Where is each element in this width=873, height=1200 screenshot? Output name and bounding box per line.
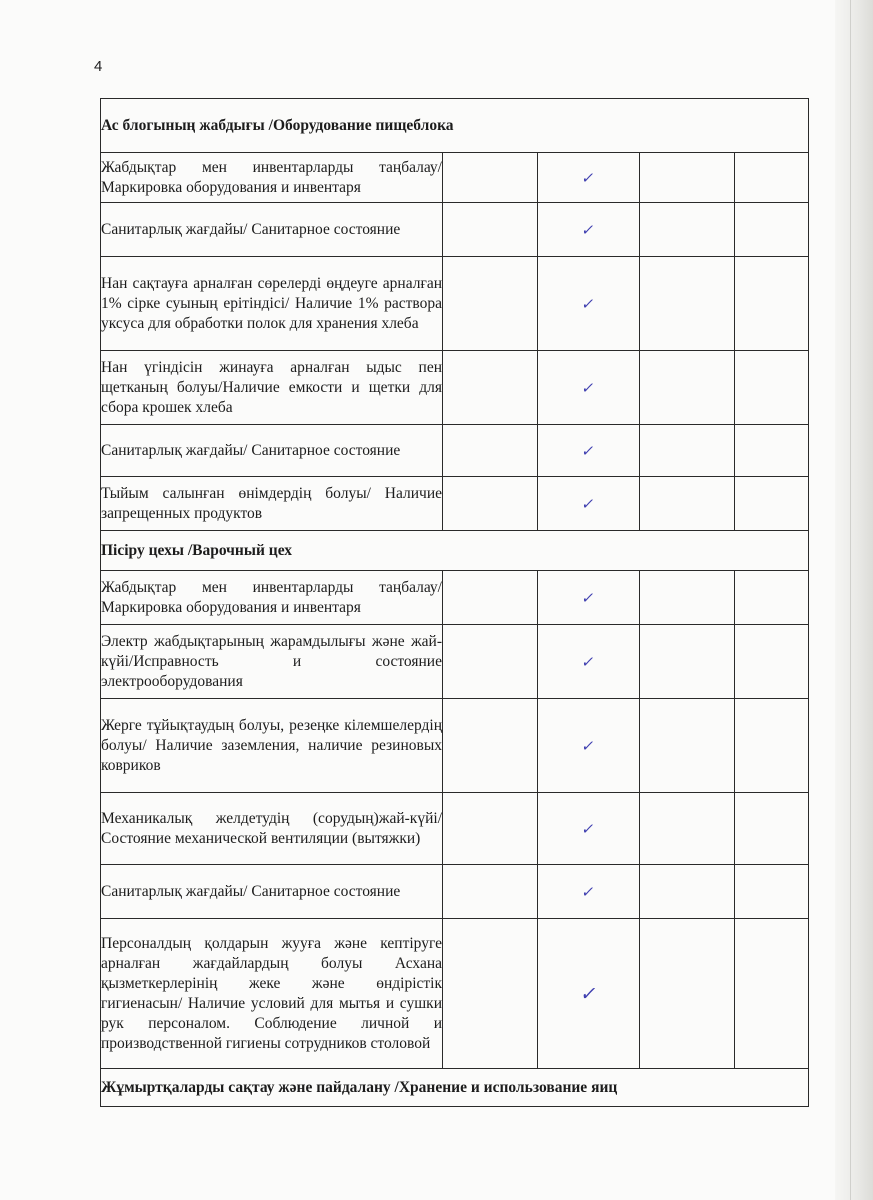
empty-cell	[640, 793, 735, 865]
check-mark: ✓	[538, 351, 640, 425]
table-row	[101, 793, 809, 865]
empty-cell	[443, 425, 538, 477]
empty-cell	[640, 477, 735, 531]
criterion-text: Тыйым салынған өнімдердің болуы/ Наличие запрещенных продуктов	[101, 477, 443, 531]
check-mark: ✓	[538, 425, 640, 477]
table-row	[101, 919, 809, 1069]
checklist-table	[100, 98, 809, 1107]
criterion-text: Санитарлық жағдайы/ Санитарное состояние	[101, 865, 443, 919]
empty-cell	[735, 625, 809, 699]
empty-cell	[443, 257, 538, 351]
table-row	[101, 153, 809, 203]
criterion-text: Механикалық желдетудің (сорудың)жай-күйі/Состояние механической вентиляции (вытяжки)	[101, 793, 443, 865]
empty-cell	[443, 153, 538, 203]
section-title: Пісіру цехы /Варочный цех	[101, 531, 809, 571]
section-title: Жұмыртқаларды сақтау және пайдалану /Хранение и использование яиц	[101, 1069, 809, 1107]
page-edge-shadow	[835, 0, 873, 1200]
table-row	[101, 257, 809, 351]
page-number: 4	[94, 58, 103, 75]
empty-cell	[735, 425, 809, 477]
empty-cell	[443, 919, 538, 1069]
table-row	[101, 571, 809, 625]
empty-cell	[640, 625, 735, 699]
section-row-equipment	[101, 99, 809, 153]
criterion-text: Санитарлық жағдайы/ Санитарное состояние	[101, 203, 443, 257]
criterion-text: Нан үгіндісін жинауға арналған ыдыс пен щетканың болуы/Наличие емкости и щетки для сбора крошек хлеба	[101, 351, 443, 425]
empty-cell	[640, 203, 735, 257]
criterion-text: Санитарлық жағдайы/ Санитарное состояние	[101, 425, 443, 477]
criterion-text: Персоналдың қолдарын жууға және кептіруге арналған жағдайлардың болуы Асхана қызметкерлерінің жеке және өндірістік гигиенасын/ Наличие условий для мытья и сушки рук персоналом. Соблюдение личной и производственной гигиены сотрудников столовой	[101, 919, 443, 1069]
empty-cell	[640, 425, 735, 477]
section-title: Ас блогының жабдығы /Оборудование пищеблока	[101, 99, 809, 153]
empty-cell	[735, 865, 809, 919]
section-row-cooking	[101, 531, 809, 571]
empty-cell	[735, 919, 809, 1069]
empty-cell	[640, 351, 735, 425]
table-row	[101, 865, 809, 919]
table-row	[101, 625, 809, 699]
check-mark: ✓	[538, 919, 640, 1069]
table-row	[101, 699, 809, 793]
criterion-text: Электр жабдықтарының жарамдылығы және жай-күйі/Исправность и состояние электрооборудования	[101, 625, 443, 699]
check-mark: ✓	[538, 571, 640, 625]
empty-cell	[735, 351, 809, 425]
empty-cell	[735, 203, 809, 257]
check-mark: ✓	[538, 153, 640, 203]
empty-cell	[443, 865, 538, 919]
empty-cell	[735, 257, 809, 351]
check-mark: ✓	[538, 865, 640, 919]
table-row	[101, 425, 809, 477]
empty-cell	[443, 351, 538, 425]
criterion-text: Жабдықтар мен инвентарларды таңбалау/ Маркировка оборудования и инвентаря	[101, 153, 443, 203]
empty-cell	[735, 793, 809, 865]
check-mark: ✓	[538, 793, 640, 865]
empty-cell	[443, 793, 538, 865]
check-mark: ✓	[538, 203, 640, 257]
table-row	[101, 477, 809, 531]
check-mark: ✓	[538, 477, 640, 531]
empty-cell	[640, 153, 735, 203]
empty-cell	[735, 699, 809, 793]
empty-cell	[735, 571, 809, 625]
empty-cell	[640, 919, 735, 1069]
empty-cell	[735, 477, 809, 531]
check-mark: ✓	[538, 257, 640, 351]
empty-cell	[443, 625, 538, 699]
section-row-eggs	[101, 1069, 809, 1107]
table-row	[101, 351, 809, 425]
page-edge-line	[850, 0, 851, 1200]
empty-cell	[735, 153, 809, 203]
empty-cell	[443, 699, 538, 793]
empty-cell	[640, 257, 735, 351]
criterion-text: Жабдықтар мен инвентарларды таңбалау/ Маркировка оборудования и инвентаря	[101, 571, 443, 625]
empty-cell	[443, 571, 538, 625]
empty-cell	[640, 571, 735, 625]
check-mark: ✓	[538, 625, 640, 699]
criterion-text: Жерге тұйықтаудың болуы, резеңке кілемшелердің болуы/ Наличие заземления, наличие резиновых ковриков	[101, 699, 443, 793]
empty-cell	[443, 203, 538, 257]
empty-cell	[443, 477, 538, 531]
table-row	[101, 203, 809, 257]
empty-cell	[640, 865, 735, 919]
empty-cell	[640, 699, 735, 793]
criterion-text: Нан сақтауға арналған сөрелерді өңдеуге арналған 1% сірке суының ерітіндісі/ Наличие 1% раствора уксуса для обработки полок для хранения хлеба	[101, 257, 443, 351]
check-mark: ✓	[538, 699, 640, 793]
